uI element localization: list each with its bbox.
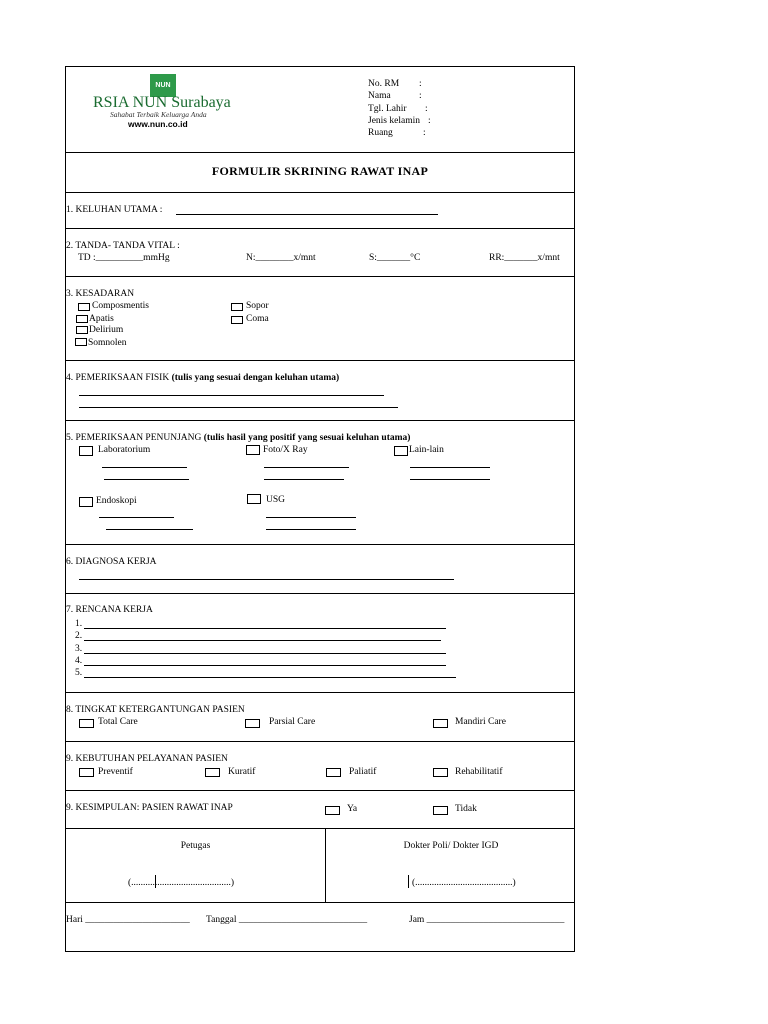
vital-n-field[interactable]: N:________x/mnt: [246, 253, 316, 263]
penunjang-line[interactable]: [410, 467, 490, 468]
divider: [66, 420, 574, 421]
penunjang-line[interactable]: [266, 517, 356, 518]
section-kebutuhan-pelayanan: 9. KEBUTUHAN PELAYANAN PASIEN: [66, 754, 228, 764]
kuratif-checkbox[interactable]: [205, 768, 220, 777]
tidak-checkbox[interactable]: [433, 806, 448, 815]
vital-s-field[interactable]: S:_______°C: [369, 253, 421, 263]
hospital-website: www.nun.co.id: [128, 119, 188, 129]
paliatif-checkbox[interactable]: [326, 768, 341, 777]
diagnosa-line[interactable]: [79, 579, 454, 580]
rencana-line[interactable]: [84, 653, 446, 654]
screening-form: [65, 66, 575, 952]
rehabilitatif-checkbox[interactable]: [433, 768, 448, 777]
apatis-checkbox[interactable]: [76, 315, 88, 323]
tanggal-field[interactable]: Tanggal ___________________________: [206, 915, 368, 925]
fisik-line[interactable]: [79, 395, 384, 396]
option-label: Mandiri Care: [455, 717, 506, 727]
section-kesimpulan: 9. KESIMPULAN: PASIEN RAWAT INAP: [66, 803, 233, 813]
option-label: Somnolen: [88, 338, 127, 348]
section-kesadaran: 3. KESADARAN: [66, 289, 135, 299]
usg-checkbox[interactable]: [247, 494, 261, 504]
section-pemeriksaan-penunjang: [66, 433, 410, 444]
divider: [66, 741, 574, 742]
dokter-signature-field[interactable]: (.........................................): [412, 878, 516, 888]
option-label: Composmentis: [92, 301, 150, 311]
divider: [66, 152, 574, 153]
option-label: Sopor: [246, 301, 269, 311]
section-tanda-vital: 2. TANDA- TANDA VITAL :: [66, 241, 180, 251]
option-label: Parsial Care: [269, 717, 316, 727]
field-sep: :: [419, 79, 422, 89]
divider: [66, 828, 574, 829]
hari-field[interactable]: Hari ______________________: [66, 915, 190, 925]
foto-xray-checkbox[interactable]: [246, 445, 260, 455]
section-rencana-kerja: 7. RENCANA KERJA: [66, 605, 153, 615]
hospital-logo-icon: NUN: [150, 74, 176, 97]
laboratorium-checkbox[interactable]: [79, 446, 93, 456]
section-pemeriksaan-fisik: [66, 373, 339, 384]
divider: [66, 692, 574, 693]
form-title: FORMULIR SKRINING RAWAT INAP: [211, 164, 429, 178]
divider: [66, 276, 574, 277]
divider: [66, 902, 574, 903]
rencana-num: 1.: [75, 619, 83, 629]
fisik-line[interactable]: [79, 407, 398, 408]
option-label: Rehabilitatif: [455, 767, 503, 777]
divider: [66, 544, 574, 545]
field-no-rm: No. RM: [368, 79, 400, 89]
option-label: Delirium: [89, 325, 124, 335]
lain-lain-checkbox[interactable]: [394, 446, 408, 456]
endoskopi-checkbox[interactable]: [79, 497, 93, 507]
option-label: Preventif: [98, 767, 133, 777]
dokter-title: Dokter Poli/ Dokter IGD: [403, 841, 499, 851]
option-label: Apatis: [89, 314, 114, 324]
option-label: Paliatif: [349, 767, 377, 777]
rencana-num: 3.: [75, 644, 83, 654]
field-ruang: Ruang: [368, 128, 393, 138]
delirium-checkbox[interactable]: [76, 326, 88, 334]
field-nama: Nama: [368, 91, 391, 101]
coma-checkbox[interactable]: [231, 316, 243, 324]
penunjang-line[interactable]: [264, 467, 349, 468]
section-label: 4. PEMERIKSAAN FISIK: [66, 373, 170, 383]
petugas-signature-field[interactable]: (..........................................): [128, 878, 235, 888]
composmentis-checkbox[interactable]: [78, 303, 90, 311]
penunjang-line[interactable]: [106, 529, 193, 530]
section-note: (tulis yang sesuai dengan keluhan utama): [171, 373, 340, 383]
parsial-care-checkbox[interactable]: [245, 719, 260, 728]
penunjang-line[interactable]: [410, 479, 490, 480]
field-jenis-kelamin: Jenis kelamin: [368, 116, 420, 126]
cursor-mark: [408, 875, 409, 888]
vital-rr-field[interactable]: RR:_______x/mnt: [489, 253, 560, 263]
section-ketergantungan: 8. TINGKAT KETERGANTUNGAN PASIEN: [66, 705, 245, 715]
mandiri-care-checkbox[interactable]: [433, 719, 448, 728]
field-sep: :: [428, 116, 431, 126]
penunjang-line[interactable]: [264, 479, 344, 480]
option-label: Total Care: [98, 717, 138, 727]
hospital-tagline: Sahabat Terbaik Keluarga Anda: [110, 110, 207, 119]
section-label: 5. PEMERIKSAAN PENUNJANG: [66, 433, 202, 443]
field-sep: :: [423, 128, 426, 138]
option-label: USG: [266, 495, 286, 505]
option-label: Ya: [347, 804, 358, 814]
keluhan-utama-field[interactable]: [176, 214, 438, 215]
divider: [66, 360, 574, 361]
total-care-checkbox[interactable]: [79, 719, 94, 728]
penunjang-line[interactable]: [99, 517, 174, 518]
field-sep: :: [425, 104, 428, 114]
section-keluhan-utama: 1. KELUHAN UTAMA :: [66, 205, 163, 215]
option-label: Endoskopi: [96, 496, 137, 506]
option-label: Coma: [246, 314, 269, 324]
hospital-name: RSIA NUN Surabaya: [93, 94, 231, 111]
vital-td-field[interactable]: TD :__________mmHg: [78, 253, 170, 263]
rencana-num: 5.: [75, 668, 83, 678]
ya-checkbox[interactable]: [325, 806, 340, 815]
option-label: Kuratif: [228, 767, 256, 777]
option-label: Foto/X Ray: [263, 445, 308, 455]
rencana-num: 2.: [75, 631, 83, 641]
jam-field[interactable]: Jam _____________________________: [409, 915, 565, 925]
option-label: Lain-lain: [409, 445, 444, 455]
section-note: (tulis hasil yang positif yang sesuai keluhan utama): [203, 433, 411, 443]
divider: [66, 790, 574, 791]
cursor-mark: [155, 875, 156, 888]
field-sep: :: [419, 91, 422, 101]
divider: [66, 192, 574, 193]
sopor-checkbox[interactable]: [231, 303, 243, 311]
rencana-num: 4.: [75, 656, 83, 666]
petugas-title: Petugas: [180, 841, 211, 851]
divider: [66, 593, 574, 594]
somnolen-checkbox[interactable]: [75, 338, 87, 346]
rencana-line[interactable]: [84, 628, 446, 629]
divider: [66, 228, 574, 229]
option-label: Tidak: [455, 804, 477, 814]
rencana-line[interactable]: [84, 677, 456, 678]
rencana-line[interactable]: [84, 640, 441, 641]
field-tgl-lahir: Tgl. Lahir: [368, 104, 407, 114]
rencana-line[interactable]: [84, 665, 446, 666]
signature-divider: [325, 828, 326, 902]
option-label: Laboratorium: [98, 445, 151, 455]
penunjang-line[interactable]: [266, 529, 356, 530]
penunjang-line[interactable]: [102, 467, 187, 468]
penunjang-line[interactable]: [104, 479, 189, 480]
preventif-checkbox[interactable]: [79, 768, 94, 777]
section-diagnosa-kerja: 6. DIAGNOSA KERJA: [66, 557, 157, 567]
